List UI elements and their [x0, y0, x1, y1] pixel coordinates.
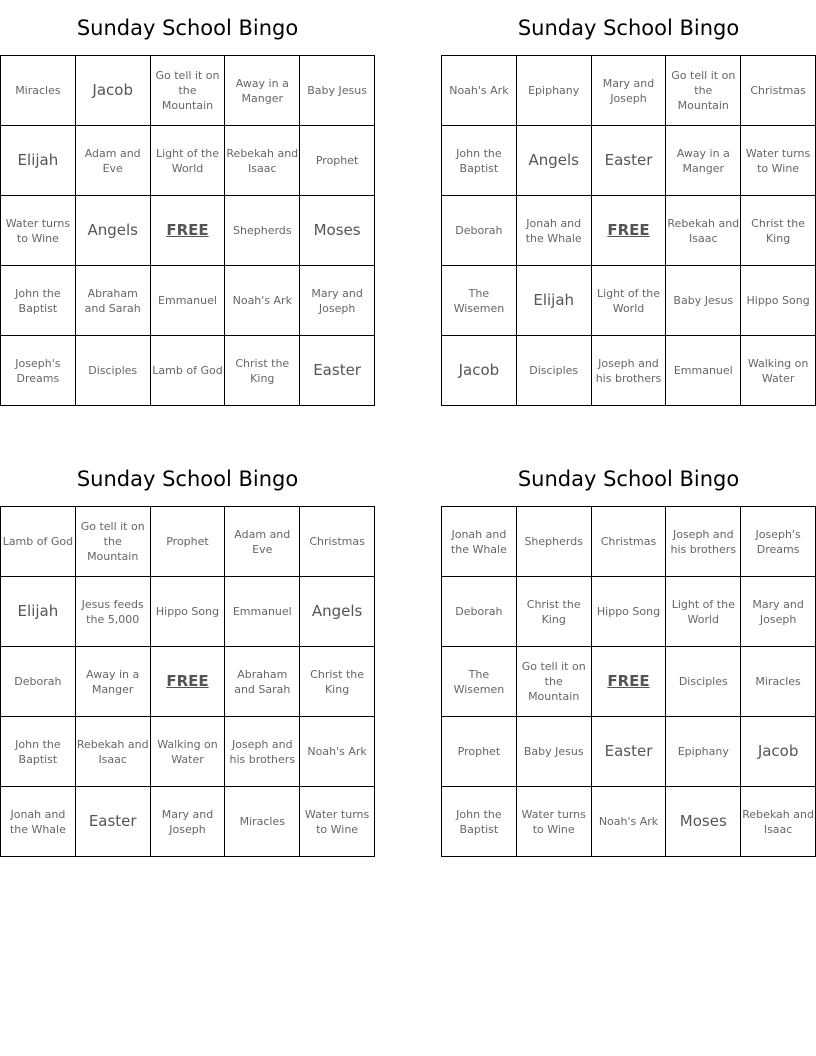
bingo-cell: Easter	[300, 336, 375, 406]
bingo-cell: Christmas	[300, 507, 375, 577]
grid-row	[1, 577, 375, 647]
free-space: FREE	[591, 196, 666, 266]
bingo-cell: Moses	[300, 196, 375, 266]
bingo-cell: Jonah and the Whale	[1, 787, 76, 857]
grid-row	[442, 196, 816, 266]
bingo-cell: Walking on Water	[741, 336, 816, 406]
bingo-cell: Jesus feeds the 5,000	[75, 577, 150, 647]
bingo-cell: Emmanuel	[150, 266, 225, 336]
bingo-cell: Miracles	[225, 787, 300, 857]
bingo-cell: Go tell it on the Mountain	[150, 56, 225, 126]
bingo-cell: Easter	[591, 717, 666, 787]
bingo-cell: The Wisemen	[442, 647, 517, 717]
bingo-cell: Jacob	[741, 717, 816, 787]
free-space: FREE	[150, 647, 225, 717]
grid-row	[1, 56, 375, 126]
bingo-cell: Lamb of God	[150, 336, 225, 406]
grid-row	[442, 717, 816, 787]
bingo-cell: Hippo Song	[591, 577, 666, 647]
bingo-card-1	[0, 0, 375, 406]
bingo-grid	[0, 55, 375, 406]
bingo-cell: Adam and Eve	[225, 507, 300, 577]
bingo-cell: Light of the World	[150, 126, 225, 196]
bingo-cell: Mary and Joseph	[591, 56, 666, 126]
bingo-cell: Joseph and his brothers	[666, 507, 741, 577]
bingo-cell: Epiphany	[516, 56, 591, 126]
bingo-cell: Moses	[666, 787, 741, 857]
bingo-cell: Baby Jesus	[666, 266, 741, 336]
bingo-cell: Disciples	[516, 336, 591, 406]
bingo-grid	[441, 55, 816, 406]
bingo-cell: Joseph and his brothers	[591, 336, 666, 406]
bingo-cell: Emmanuel	[666, 336, 741, 406]
bingo-cell: Deborah	[1, 647, 76, 717]
bingo-cell: Disciples	[666, 647, 741, 717]
bingo-cell: Mary and Joseph	[150, 787, 225, 857]
grid-row	[1, 717, 375, 787]
bingo-cell: Epiphany	[666, 717, 741, 787]
bingo-cell: Elijah	[1, 577, 76, 647]
bingo-cell: Shepherds	[516, 507, 591, 577]
bingo-cell: John the Baptist	[442, 126, 517, 196]
bingo-cell: Mary and Joseph	[300, 266, 375, 336]
free-space: FREE	[150, 196, 225, 266]
bingo-cell: Christ the King	[300, 647, 375, 717]
grid-row	[1, 126, 375, 196]
card-title: Sunday School Bingo	[517, 16, 740, 40]
bingo-cell: Joseph and his brothers	[225, 717, 300, 787]
bingo-cell: Hippo Song	[741, 266, 816, 336]
grid-row	[442, 56, 816, 126]
bingo-card-4	[441, 451, 816, 857]
bingo-cell: Water turns to Wine	[741, 126, 816, 196]
bingo-cell: Lamb of God	[1, 507, 76, 577]
grid-row	[442, 266, 816, 336]
bingo-cell: Angels	[75, 196, 150, 266]
bingo-cell: Elijah	[516, 266, 591, 336]
bingo-cell: Angels	[300, 577, 375, 647]
bingo-cell: Jacob	[442, 336, 517, 406]
grid-row	[442, 647, 816, 717]
grid-row	[442, 577, 816, 647]
bingo-cell: John the Baptist	[1, 717, 76, 787]
bingo-cell: Rebekah and Isaac	[666, 196, 741, 266]
bingo-cell: Shepherds	[225, 196, 300, 266]
bingo-cell: Angels	[516, 126, 591, 196]
bingo-cell: Baby Jesus	[516, 717, 591, 787]
bingo-cell: Abraham and Sarah	[225, 647, 300, 717]
grid-row	[442, 336, 816, 406]
bingo-cell: Prophet	[150, 507, 225, 577]
bingo-cell: Water turns to Wine	[300, 787, 375, 857]
bingo-cell: Christ the King	[225, 336, 300, 406]
bingo-cell: Christmas	[741, 56, 816, 126]
bingo-card-2	[441, 0, 816, 406]
bingo-cell: John the Baptist	[1, 266, 76, 336]
grid-row	[442, 787, 816, 857]
bingo-cell: Baby Jesus	[300, 56, 375, 126]
bingo-cell: Rebekah and Isaac	[741, 787, 816, 857]
bingo-cell: Hippo Song	[150, 577, 225, 647]
grid-row	[442, 507, 816, 577]
bingo-cell: Noah's Ark	[225, 266, 300, 336]
grid-row	[1, 336, 375, 406]
bingo-cell: Water turns to Wine	[1, 196, 76, 266]
bingo-cell: John the Baptist	[442, 787, 517, 857]
bingo-cell: Away in a Manger	[666, 126, 741, 196]
bingo-cell: Mary and Joseph	[741, 577, 816, 647]
bingo-cell: Go tell it on the Mountain	[75, 507, 150, 577]
card-title: Sunday School Bingo	[76, 16, 299, 40]
bingo-cell: Joseph's Dreams	[1, 336, 76, 406]
bingo-cell: Rebekah and Isaac	[225, 126, 300, 196]
grid-row	[1, 507, 375, 577]
bingo-cell: Walking on Water	[150, 717, 225, 787]
card-title: Sunday School Bingo	[76, 467, 299, 491]
bingo-cell: Away in a Manger	[75, 647, 150, 717]
bingo-cell: Christmas	[591, 507, 666, 577]
bingo-cell: Jacob	[75, 56, 150, 126]
bingo-cell: Go tell it on the Mountain	[516, 647, 591, 717]
bingo-cell: Elijah	[1, 126, 76, 196]
bingo-cell: Deborah	[442, 196, 517, 266]
bingo-cell: Away in a Manger	[225, 56, 300, 126]
bingo-cell: Christ the King	[516, 577, 591, 647]
bingo-cell: Christ the King	[741, 196, 816, 266]
bingo-cell: Prophet	[442, 717, 517, 787]
bingo-cell: Noah's Ark	[442, 56, 517, 126]
bingo-cell: Jonah and the Whale	[516, 196, 591, 266]
bingo-cell: Easter	[75, 787, 150, 857]
grid-row	[442, 126, 816, 196]
bingo-grid	[441, 506, 816, 857]
bingo-cell: Light of the World	[666, 577, 741, 647]
card-title: Sunday School Bingo	[517, 467, 740, 491]
bingo-cell: Miracles	[741, 647, 816, 717]
free-space: FREE	[591, 647, 666, 717]
bingo-cell: Prophet	[300, 126, 375, 196]
grid-row	[1, 266, 375, 336]
grid-row	[1, 196, 375, 266]
bingo-cell: Joseph's Dreams	[741, 507, 816, 577]
bingo-cell: Abraham and Sarah	[75, 266, 150, 336]
bingo-cell: Go tell it on the Mountain	[666, 56, 741, 126]
grid-row	[1, 647, 375, 717]
bingo-cell: Adam and Eve	[75, 126, 150, 196]
bingo-cell: Deborah	[442, 577, 517, 647]
bingo-grid	[0, 506, 375, 857]
bingo-cell: Jonah and the Whale	[442, 507, 517, 577]
bingo-cell: The Wisemen	[442, 266, 517, 336]
bingo-cell: Easter	[591, 126, 666, 196]
bingo-cell: Miracles	[1, 56, 76, 126]
bingo-cell: Rebekah and Isaac	[75, 717, 150, 787]
bingo-cell: Disciples	[75, 336, 150, 406]
bingo-cell: Noah's Ark	[591, 787, 666, 857]
bingo-card-3	[0, 451, 375, 857]
grid-row	[1, 787, 375, 857]
bingo-cell: Water turns to Wine	[516, 787, 591, 857]
bingo-cell: Emmanuel	[225, 577, 300, 647]
bingo-cell: Noah's Ark	[300, 717, 375, 787]
bingo-cell: Light of the World	[591, 266, 666, 336]
